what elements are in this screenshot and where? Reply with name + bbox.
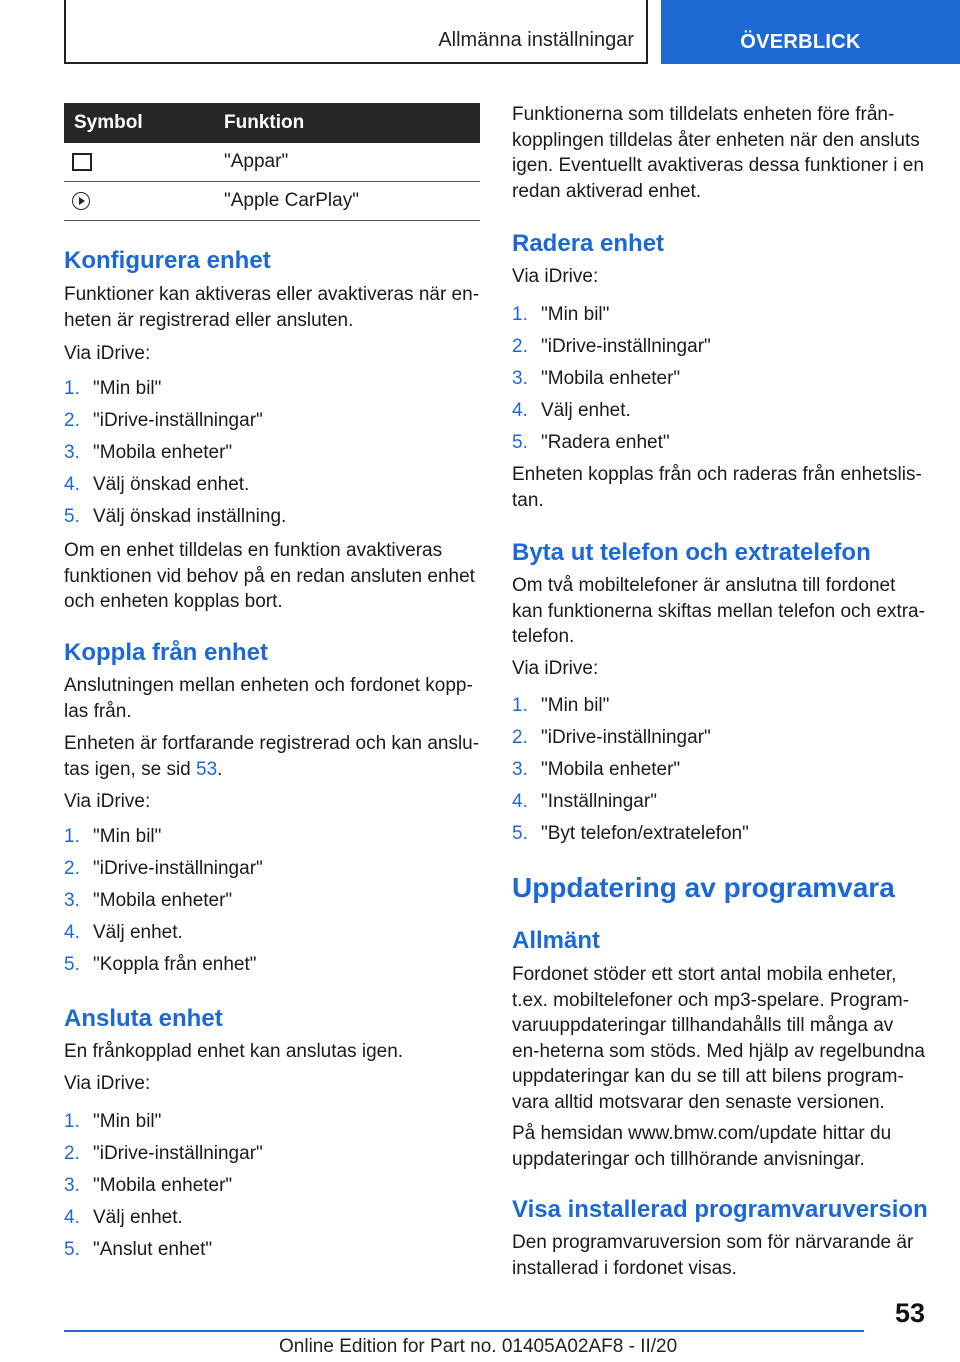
list-item: 4. Välj enhet. [512,400,631,421]
list-item: 2. "iDrive-inställningar" [64,1143,263,1164]
heading-allmant: Allmänt [512,927,601,954]
ansluta-via: Via iDrive: [64,1073,151,1094]
table-header-symbol: Symbol [64,103,216,143]
konfigurera-via: Via iDrive: [64,343,151,364]
right-intro: Funktionerna som tilldelats enheten före från-kopplingen tilldelas åter enheten när den ansluts igen. Eventuellt avaktiveras dessa funktioner i en redan aktiverad enhet. [512,104,924,202]
list-item: 5. Välj önskad inställning. [64,506,287,527]
heading-uppdatering: Uppdatering av programvara [512,872,895,903]
ansluta-steps [64,1106,263,1266]
header-section-box [64,0,648,64]
play-circle-icon [72,192,90,210]
byta-intro: Om två mobiltelefoner är anslutna till fordonet kan funktionerna skiftas mellan telefon och extra-telefon. [512,575,925,647]
list-item: 2. "iDrive-inställningar" [512,727,711,748]
radera-steps [512,299,711,459]
table-header-row [64,103,480,143]
table-row [64,143,480,182]
heading-radera: Radera enhet [512,230,665,257]
footer-edition-text: Online Edition for Part no. 01405A02AF8 - II/20 [279,1336,678,1357]
heading-byta: Byta ut telefon och extratelefon [512,539,871,566]
heading-ansluta: Ansluta enhet [64,1005,223,1032]
table-row [64,182,480,221]
list-item: 5. "Anslut enhet" [64,1239,213,1260]
hemsida-text: På hemsidan www.bmw.com/update hittar du uppdateringar och tillhörande anvisningar. [512,1123,892,1170]
list-item: 2. "iDrive-inställningar" [512,336,711,357]
list-item: 4. Välj enhet. [64,922,183,943]
ansluta-intro: En frånkopplad enhet kan anslutas igen. [64,1041,404,1062]
konfigurera-steps [64,373,286,533]
header-tab-label: ÖVERBLICK [740,31,861,53]
heading-koppla: Koppla från enhet [64,639,269,666]
list-item: 4. Välj önskad enhet. [64,474,250,495]
heading-konfigurera: Konfigurera enhet [64,247,271,274]
byta-steps [512,690,749,850]
list-item: 1. "Min bil" [512,695,610,716]
list-item: 3. "Mobila enheter" [512,759,681,780]
table-cell-function: "Appar" [216,143,480,182]
list-item: 2. "iDrive-inställningar" [64,858,263,879]
koppla-paragraph: Enheten är fortfarande registrerad och kan anslu-tas igen, se sid 53. [64,733,480,780]
heading-visa: Visa installerad programvaruversion [512,1196,928,1223]
list-item: 5. "Radera enhet" [512,432,670,453]
list-item: 1. "Min bil" [512,304,610,325]
table-cell-symbol [64,182,216,221]
table-cell-symbol [64,143,216,182]
list-item: 3. "Mobila enheter" [64,442,233,463]
radera-note: Enheten kopplas från och raderas från enhetslis-tan. [512,464,922,511]
list-item: 5. "Koppla från enhet" [64,954,257,975]
header-overview-tab[interactable] [661,0,960,64]
koppla-via: Via iDrive: [64,791,151,812]
list-item: 2. "iDrive-inställningar" [64,410,263,431]
footer-divider [64,1330,864,1332]
allmant-text: Fordonet stöder ett stort antal mobila enheter, t.ex. mobiltelefoner och mp3‑spelare. Program-varuuppdateringar tillhandahålls till många av en-heterna som stöds. Med hjälp av regelbundna uppdateringar kan du se till att bilens program-vara alltid motsvarar den senaste versionen. [512,964,925,1113]
table-cell-function: "Apple CarPlay" [216,182,480,221]
list-item: 4. "Inställningar" [512,791,657,812]
square-icon [72,153,92,171]
page-ref-link[interactable]: 53 [196,758,218,780]
konfigurera-note: Om en enhet tilldelas en funktion avaktiveras funktionen vid behov på en redan ansluten enhet och enheten kopplas bort. [64,540,475,612]
list-item: 3. "Mobila enheter" [64,1175,233,1196]
table-header-function: Funktion [216,103,480,143]
koppla-intro: Anslutningen mellan enheten och fordonet kopp-las från. [64,675,473,722]
radera-via: Via iDrive: [512,266,599,287]
list-item: 3. "Mobila enheter" [64,890,233,911]
byta-via: Via iDrive: [512,658,599,679]
list-item: 1. "Min bil" [64,1111,162,1132]
list-item: 3. "Mobila enheter" [512,368,681,389]
koppla-steps [64,821,263,981]
list-item: 1. "Min bil" [64,378,162,399]
header-section-title: Allmänna inställningar [438,29,634,51]
list-item: 4. Välj enhet. [64,1207,183,1228]
page-number: 53 [895,1298,926,1328]
konfigurera-intro: Funktioner kan aktiveras eller avaktiveras när en-heten är registrerad eller ansluten. [64,284,480,331]
visa-text: Den programvaruversion som för närvarande är installerad i fordonet visas. [512,1232,914,1279]
symbol-table [64,103,480,221]
list-item: 5. "Byt telefon/extratelefon" [512,823,749,844]
list-item: 1. "Min bil" [64,826,162,847]
